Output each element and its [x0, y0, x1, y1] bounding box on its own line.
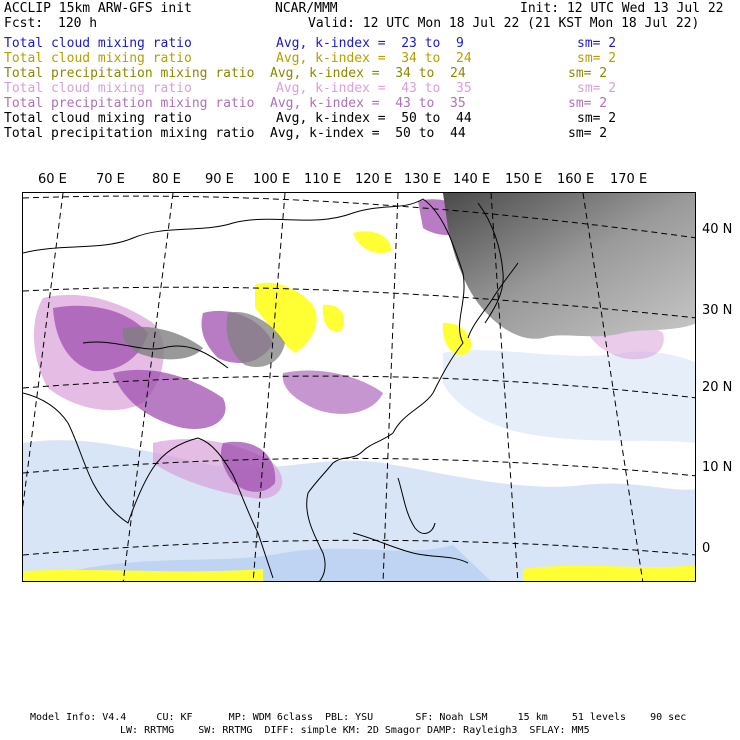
legend-stat-1: Avg, k-index = 34 to 24 — [276, 51, 472, 66]
legend-sm-6: sm= 2 — [568, 126, 608, 141]
legend-field-4: Total precipitation mixing ratio — [4, 96, 255, 111]
legend-stat-4: Avg, k-index = 43 to 35 — [270, 96, 466, 111]
lon-label-120e: 120 E — [355, 172, 393, 187]
lon-label-140e: 140 E — [453, 172, 491, 187]
lon-label-130e: 130 E — [404, 172, 442, 187]
fcst-label: Fcst: — [4, 16, 44, 31]
lat-label-0: 0 — [702, 541, 711, 556]
lon-label-60e: 60 E — [38, 172, 67, 187]
legend-stat-0: Avg, k-index = 23 to 9 — [276, 36, 464, 51]
legend-sm-1: sm= 2 — [577, 51, 617, 66]
footer-physics-info: LW: RRTMG SW: RRTMG DIFF: simple KM: 2D Smagor DAMP: Rayleigh3 SFLAY: MM5 — [120, 725, 590, 736]
lat-label-10n: 10 N — [702, 460, 733, 475]
lon-label-150e: 150 E — [505, 172, 543, 187]
lon-label-80e: 80 E — [152, 172, 181, 187]
lon-label-160e: 160 E — [557, 172, 595, 187]
legend-stat-5: Avg, k-index = 50 to 44 — [276, 111, 472, 126]
map-panel — [22, 192, 696, 582]
legend-sm-5: sm= 2 — [577, 111, 617, 126]
legend-stat-3: Avg, k-index = 43 to 35 — [276, 81, 472, 96]
lat-label-20n: 20 N — [702, 380, 733, 395]
legend-field-1: Total cloud mixing ratio — [4, 51, 192, 66]
fcst-value: 120 h — [58, 16, 98, 31]
legend-field-6: Total precipitation mixing ratio — [4, 126, 255, 141]
center-name: NCAR/MMM — [275, 1, 338, 16]
legend-field-5: Total cloud mixing ratio — [4, 111, 192, 126]
init-time: Init: 12 UTC Wed 13 Jul 22 — [520, 1, 724, 16]
legend-field-0: Total cloud mixing ratio — [4, 36, 192, 51]
lon-label-100e: 100 E — [253, 172, 291, 187]
legend-field-3: Total cloud mixing ratio — [4, 81, 192, 96]
lon-label-170e: 170 E — [610, 172, 648, 187]
lon-label-70e: 70 E — [96, 172, 125, 187]
lon-label-110e: 110 E — [304, 172, 342, 187]
lat-label-40n: 40 N — [702, 222, 733, 237]
model-title: ACCLIP 15km ARW-GFS init — [4, 1, 192, 16]
map-canvas — [23, 193, 696, 582]
legend-sm-4: sm= 2 — [568, 96, 608, 111]
legend-stat-6: Avg, k-index = 50 to 44 — [270, 126, 466, 141]
lon-label-90e: 90 E — [205, 172, 234, 187]
lat-label-30n: 30 N — [702, 303, 733, 318]
legend-stat-2: Avg, k-index = 34 to 24 — [270, 66, 466, 81]
legend-field-2: Total precipitation mixing ratio — [4, 66, 255, 81]
footer-model-info: Model Info: V4.4 CU: KF MP: WDM 6class PBL: YSU SF: Noah LSM 15 km 51 levels 90 sec — [30, 712, 687, 723]
valid-time: Valid: 12 UTC Mon 18 Jul 22 (21 KST Mon 18 Jul 22) — [308, 16, 700, 31]
legend-sm-0: sm= 2 — [577, 36, 617, 51]
legend-sm-3: sm= 2 — [577, 81, 617, 96]
legend-sm-2: sm= 2 — [568, 66, 608, 81]
